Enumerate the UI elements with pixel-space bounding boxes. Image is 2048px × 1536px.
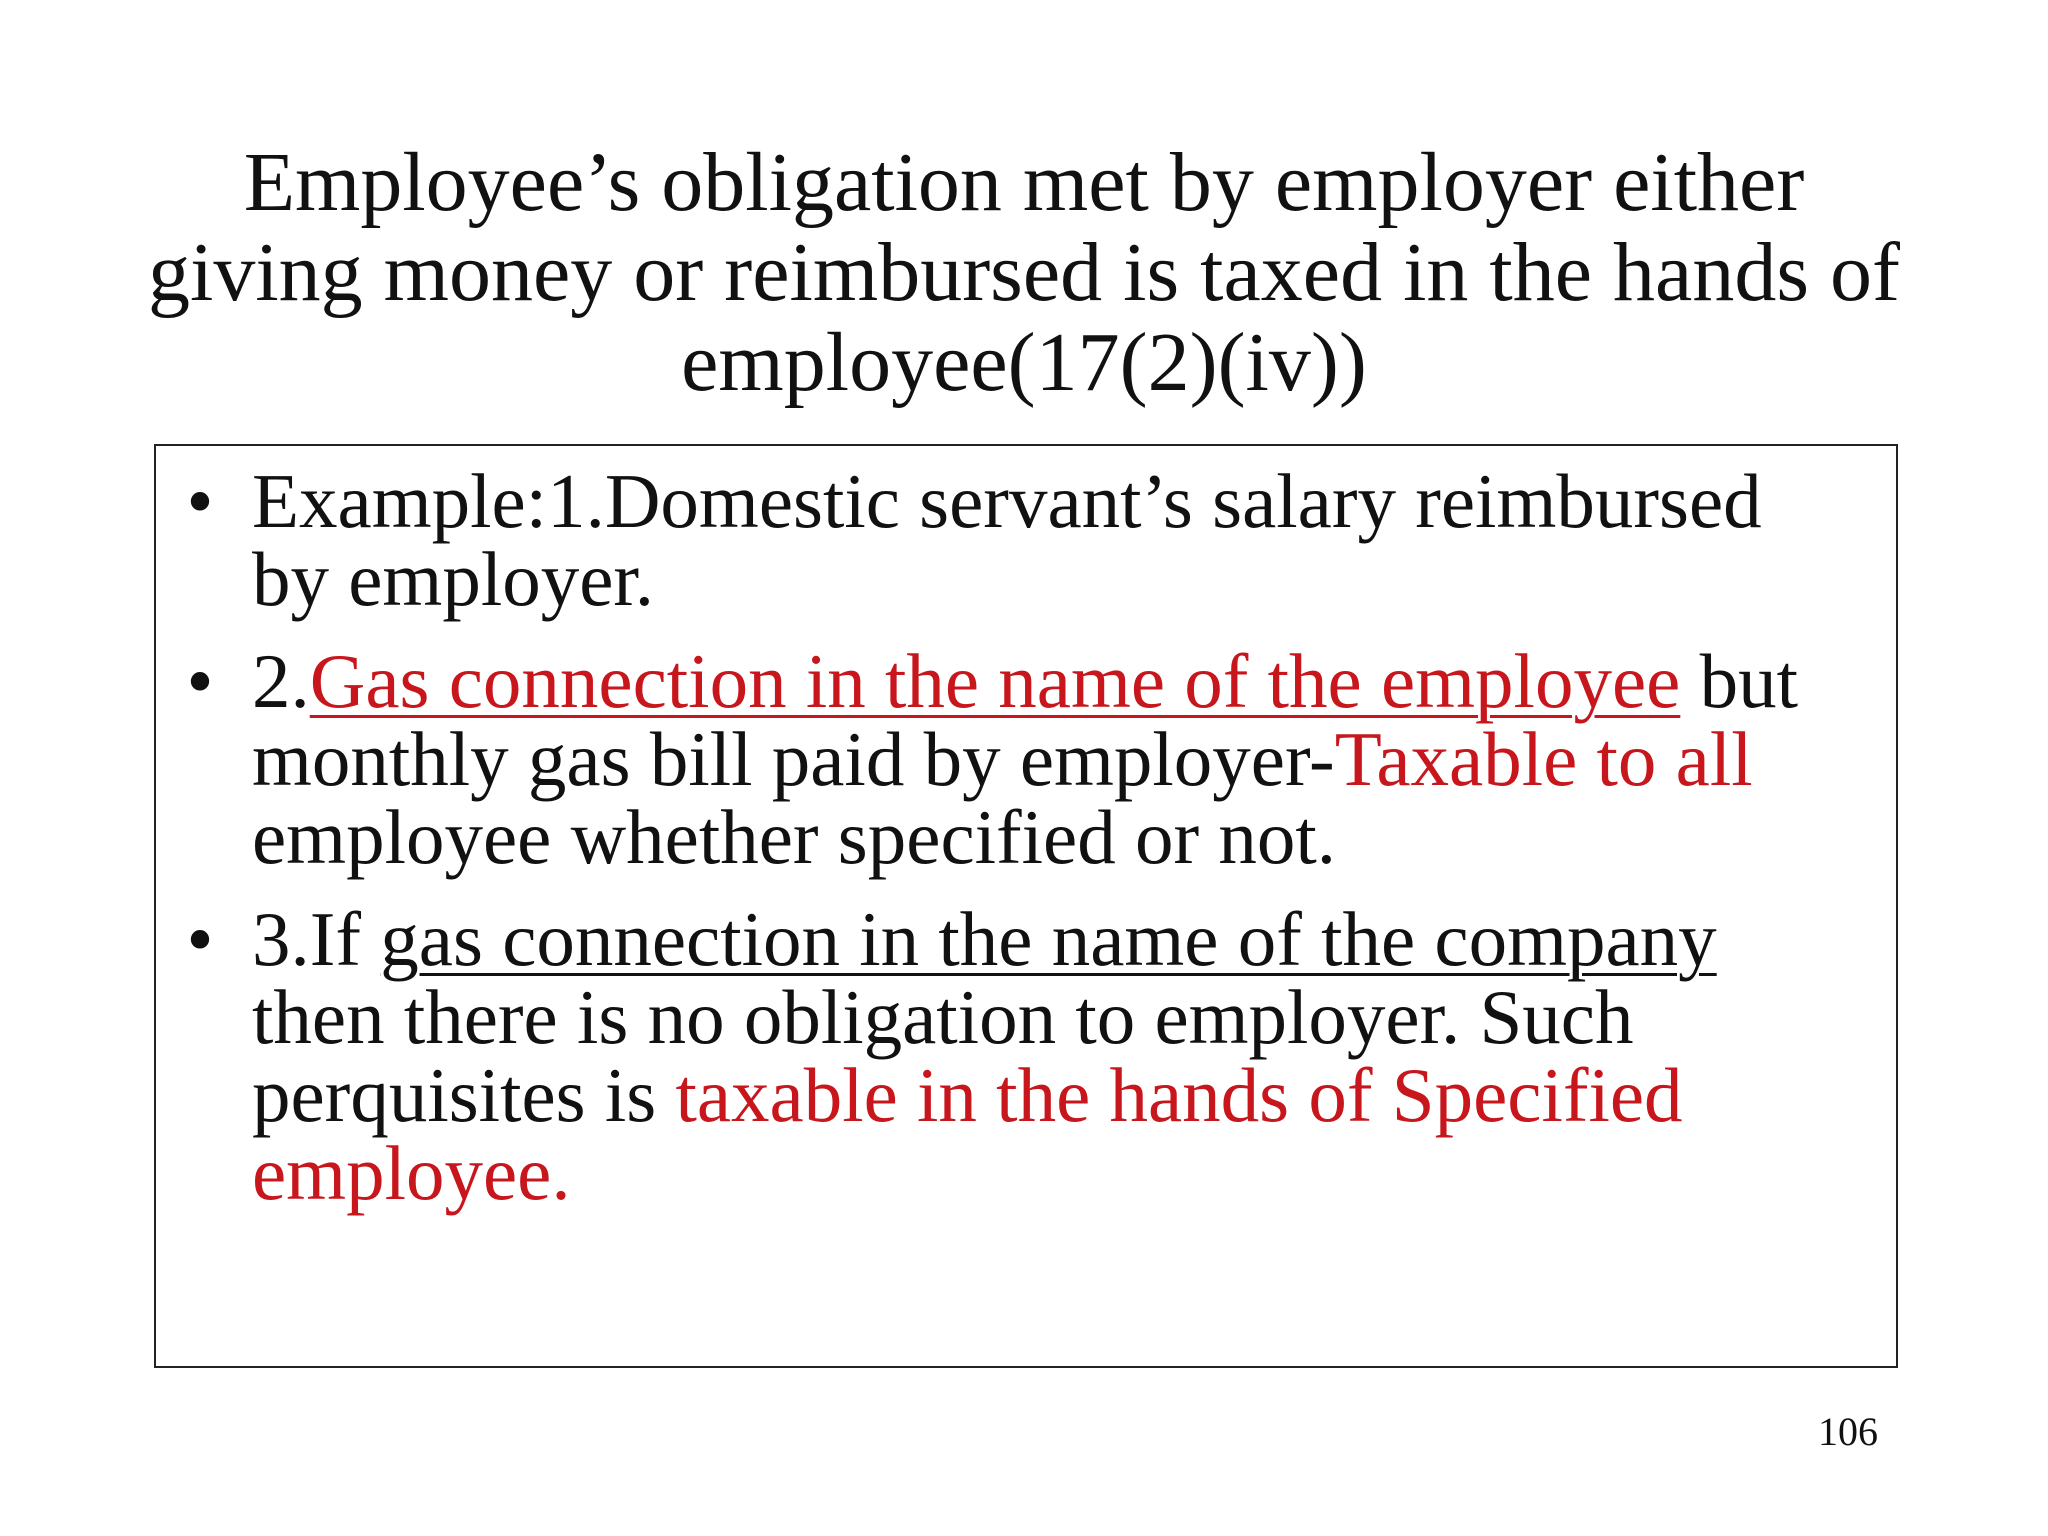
bullet-3-middle: then there is no obligation to employer. Such perquisites is (252, 974, 1634, 1138)
bullet-dot: • (186, 638, 214, 724)
bullet-3-emphasis: taxable in the hands of Specified employee. (252, 1052, 1683, 1216)
bullet-item-2 (156, 638, 1900, 880)
bullet-2-emphasis: Taxable to all (1334, 716, 1753, 802)
bullet-2-prefix: 2. (252, 638, 310, 724)
bullet-dot: • (186, 896, 214, 982)
page-number: 106 (1818, 1409, 1878, 1454)
content-box (154, 444, 1898, 1368)
bullet-item-3 (156, 896, 1900, 1216)
bullet-2-middle: but monthly gas bill paid by employer- (252, 638, 1798, 802)
bullet-1-text: Example:1.Domestic servant’s salary reimbursed by employer. (252, 458, 1762, 622)
bullet-item-1 (156, 458, 1900, 622)
bullet-2-suffix: employee whether specified or not. (252, 794, 1337, 880)
bullet-dot: • (186, 458, 214, 544)
bullet-list (156, 458, 1900, 1236)
bullet-2-highlight: Gas connection in the name of the employee (309, 638, 1681, 724)
slide-title: Employee’s obligation met by employer either giving money or reimbursed is taxed in the hands of employee(17(2)(iv)) (148, 136, 1900, 409)
bullet-3-prefix: 3.If (252, 896, 381, 982)
bullet-3-underlined: gas connection in the name of the company (380, 896, 1717, 982)
